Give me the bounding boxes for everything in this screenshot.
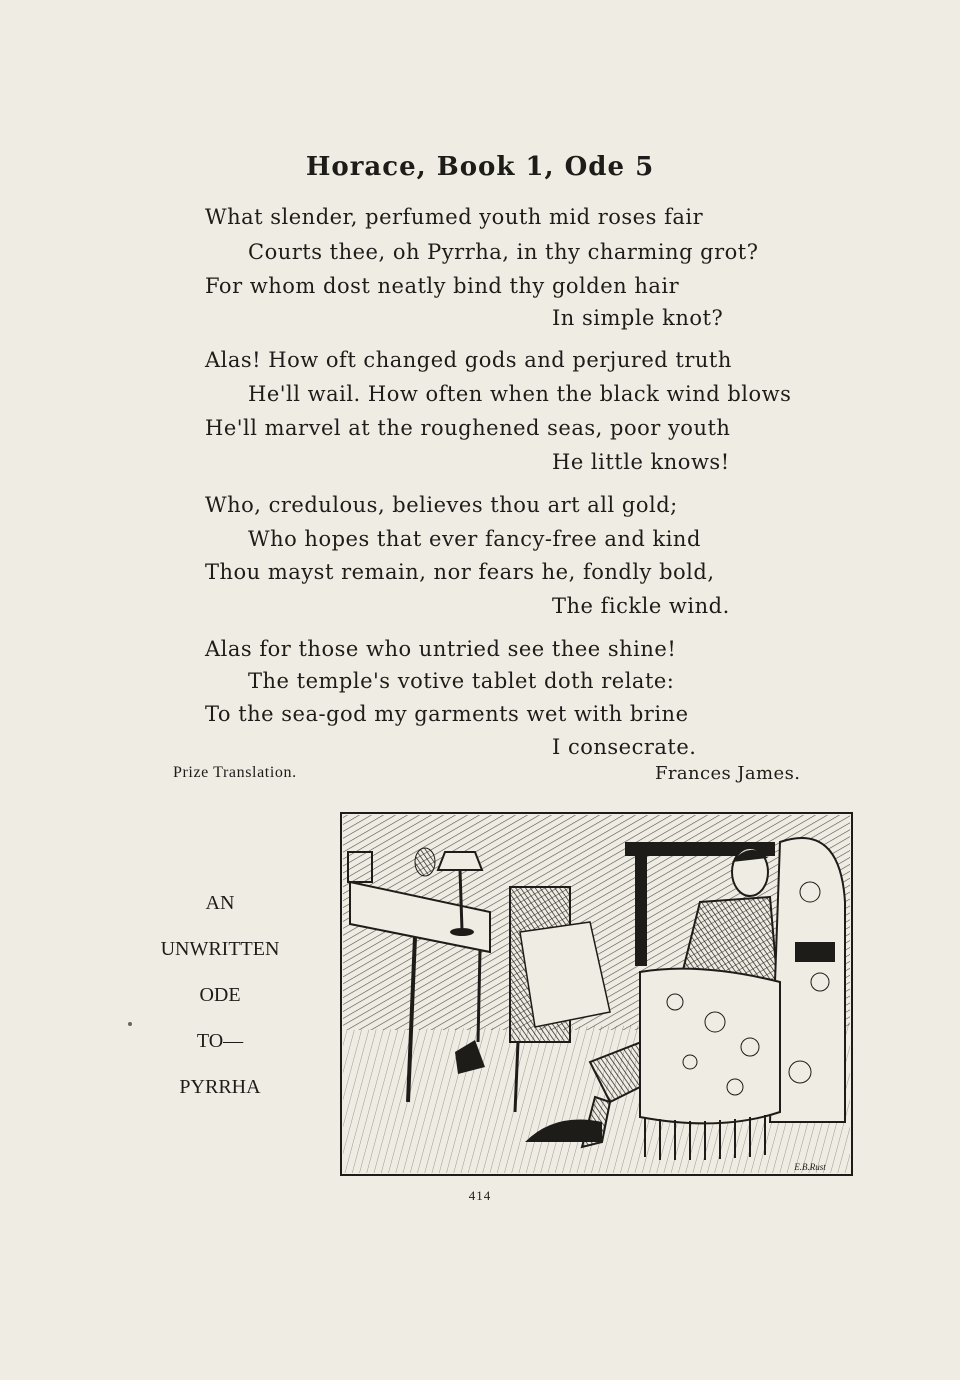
caption-line: ODE <box>199 984 241 1006</box>
caption-line: AN <box>205 892 235 914</box>
lamp-base <box>450 928 474 936</box>
artist-signature: E.B.Rust <box>794 1162 826 1172</box>
poem-line: In simple knot? <box>552 306 724 330</box>
caption-line: PYRRHA <box>179 1076 261 1098</box>
poem-line: Who, credulous, believes thou art all gold; <box>205 493 678 517</box>
lamp-stand <box>460 870 462 930</box>
book-icon <box>795 942 835 962</box>
caption-line: TO— <box>196 1030 244 1052</box>
poem-line: Who hopes that ever fancy-free and kind <box>248 527 701 551</box>
desk-leg <box>478 950 480 1042</box>
poem-line: Alas! How oft changed gods and perjured truth <box>205 348 732 372</box>
poem-title: Horace, Book 1, Ode 5 <box>305 152 655 182</box>
poem-line: To the sea-god my garments wet with brine <box>205 702 689 726</box>
prize-note: Prize Translation. <box>173 764 297 781</box>
caption-line: UNWRITTEN <box>160 938 280 960</box>
paper-speck <box>128 1022 132 1026</box>
lamp-shade-icon <box>438 852 482 870</box>
poem-line: The temple's votive tablet doth relate: <box>248 669 675 693</box>
poem-line: He'll marvel at the roughened seas, poor youth <box>205 416 731 440</box>
illustration-caption <box>140 890 300 1120</box>
bust-icon <box>415 848 435 876</box>
poem-line: Courts thee, oh Pyrrha, in thy charming grot? <box>248 240 759 264</box>
poem-line: The fickle wind. <box>552 594 730 618</box>
pen-and-ink-illustration <box>340 812 853 1176</box>
poem-line: Thou mayst remain, nor fears he, fondly bold, <box>205 560 715 584</box>
author-credit: Frances James. <box>655 763 801 784</box>
poem-line: For whom dost neatly bind thy golden hair <box>205 274 680 298</box>
page-number: 414 <box>468 1188 492 1203</box>
poem-line: He little knows! <box>552 450 730 474</box>
mantel-post <box>635 856 647 966</box>
poem-line: He'll wail. How often when the black wind blows <box>248 382 792 406</box>
poem-line: What slender, perfumed youth mid roses fair <box>205 205 704 229</box>
poem-line: Alas for those who untried see thee shine! <box>205 637 677 661</box>
poem-line: I consecrate. <box>552 735 697 759</box>
